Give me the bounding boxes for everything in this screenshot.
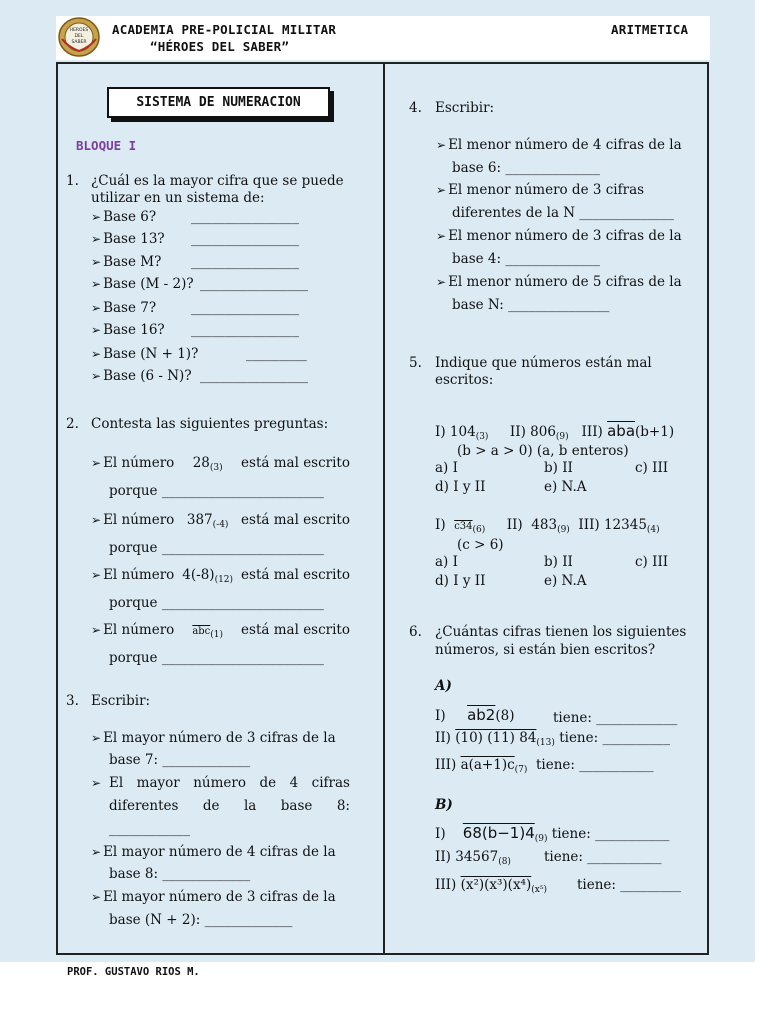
- q4-item-1: ➢ El menor número de 4 cifras de la: [436, 137, 682, 153]
- q3-item-4-text: El mayor número de 3 cifras de la: [103, 889, 336, 905]
- bullet-arrow-icon: ➢: [436, 183, 447, 197]
- answer-blank[interactable]: ______________: [505, 160, 600, 176]
- q5a-condition: (b > a > 0) (a, b enteros): [457, 443, 629, 459]
- q2-item: ➢ El número $\overline{abc}_{(1)}$ está mal escrito: [91, 621, 350, 644]
- bullet-arrow-icon: ➢: [91, 323, 102, 337]
- q5b-option-c[interactable]: c) III: [635, 554, 669, 570]
- answer-blank[interactable]: ___________: [579, 757, 654, 773]
- q1-item: [91, 299, 156, 317]
- bullet-arrow-icon: ➢: [91, 232, 102, 246]
- answer-blank[interactable]: ______________: [505, 251, 600, 267]
- q4-number: 4.: [409, 100, 422, 116]
- bullet-arrow-icon: ➢: [91, 776, 102, 790]
- q6b-item-3: III) $(x^2)(x^3)(x^4)_{(x^5)}$: [435, 877, 547, 895]
- q4-item-3-line2: base 4: ______________: [452, 251, 600, 267]
- q2-number-value: $387_{(-4)}$: [186, 512, 229, 530]
- answer-blank[interactable]: ____________: [109, 821, 190, 837]
- q4-item-4-line2: base N: _______________: [452, 297, 610, 313]
- q5-text-line2: escritos:: [435, 372, 494, 388]
- svg-text:DEL: DEL: [74, 34, 84, 39]
- q1-item-label: Base (6 - N)?: [103, 368, 192, 384]
- academy-logo: [58, 17, 100, 57]
- q2-number-value: $28_{(3)}$: [192, 455, 223, 473]
- q2-item: ➢ El número $387_{(-4)}$ está mal escrito: [91, 511, 350, 534]
- q1-item: [91, 230, 165, 248]
- q5b-option-a[interactable]: a) I: [435, 554, 458, 570]
- q1-item: [91, 367, 192, 385]
- q6b-item-2: II) $34567_{(8)}$: [435, 849, 511, 867]
- q2-number: 2.: [66, 416, 79, 432]
- q2-porque-line: porque ________________________: [109, 540, 324, 556]
- q3-item-3-line2: base 8: _____________: [109, 866, 251, 882]
- column-divider: [383, 64, 385, 953]
- bullet-arrow-icon: ➢: [91, 369, 102, 383]
- q3-item-2-text: El mayor número de 4 cifras: [109, 775, 350, 791]
- q1-item: [91, 208, 156, 226]
- q1-number: 1.: [66, 173, 79, 189]
- q3-item-1: [91, 729, 336, 747]
- q2-item: ➢ El número $28_{(3)}$ está mal escrito: [91, 454, 350, 477]
- bullet-arrow-icon: ➢: [91, 456, 102, 470]
- q5b-condition: (c > 6): [457, 537, 504, 553]
- q5a-option-b[interactable]: b) II: [544, 460, 573, 476]
- q4-item-1-line2: base 6: ______________: [452, 160, 600, 176]
- q3-number: 3.: [66, 693, 79, 709]
- svg-text:SABER: SABER: [71, 40, 87, 45]
- q3-item-2-line2: diferentes de la base 8:: [109, 798, 350, 814]
- answer-blank[interactable]: ___________: [587, 849, 662, 865]
- q5b-numbers: I) $c34_{(6)}$ II) $483_{(9)}$ III) $12345_{(4)}$: [435, 517, 660, 535]
- answer-blank[interactable]: ________________: [191, 322, 299, 338]
- q6b-item-3-answer: tiene: _________: [577, 877, 682, 893]
- q5-text-line1: Indique que números están mal: [435, 355, 652, 371]
- q5a-option-e[interactable]: e) N.A: [544, 479, 587, 495]
- answer-blank[interactable]: ________________: [200, 276, 308, 292]
- q1-item-label: Base 16?: [103, 322, 165, 338]
- q6-text-line2: números, si están bien escritos?: [435, 642, 656, 658]
- bullet-arrow-icon: ➢: [91, 623, 102, 637]
- q2-number-value: $4(-8)_{(12)}$: [182, 567, 234, 585]
- q5b-option-d[interactable]: d) I y II: [435, 573, 486, 589]
- q6b-item-2-answer: tiene: ___________: [544, 849, 662, 865]
- answer-blank[interactable]: _____________: [204, 912, 293, 928]
- q6a-item-1: I) ab2(8): [435, 706, 515, 724]
- q4-item-2-line2: diferentes de la N ______________: [452, 205, 674, 221]
- answer-blank[interactable]: ________________________: [161, 650, 324, 666]
- academy-subname: “HÉROES DEL SABER”: [150, 39, 290, 54]
- q6-number: 6.: [409, 624, 422, 640]
- bullet-arrow-icon: ➢: [91, 731, 102, 745]
- block-heading: BLOQUE I: [76, 138, 137, 153]
- q6a-item-3: III) $a(a+1)c_{(7)}$ tiene: ___________: [435, 757, 654, 775]
- q3-item-3: [91, 843, 336, 861]
- q2-porque-line: porque ________________________: [109, 595, 324, 611]
- q4-item-2: ➢ El menor número de 3 cifras: [436, 182, 645, 198]
- bullet-arrow-icon: ➢: [91, 347, 102, 361]
- answer-blank[interactable]: __________: [602, 730, 670, 746]
- answer-blank[interactable]: ________________: [191, 209, 299, 225]
- bullet-arrow-icon: ➢: [436, 229, 447, 243]
- answer-blank[interactable]: ________________: [191, 231, 299, 247]
- q1-item-label: Base M?: [103, 254, 162, 270]
- page-title: SISTEMA DE NUMERACION: [107, 87, 330, 118]
- answer-blank[interactable]: ________________________: [161, 595, 324, 611]
- q2-text: Contesta las siguientes preguntas:: [91, 416, 329, 432]
- q2-item: ➢ El número $4(-8)_{(12)}$ está mal escrito: [91, 566, 350, 589]
- bullet-arrow-icon: ➢: [91, 568, 102, 582]
- q2-porque-line: porque ________________________: [109, 483, 324, 499]
- answer-blank[interactable]: ________________: [191, 300, 299, 316]
- q1-item: [91, 275, 194, 293]
- q6a-item-1-answer: tiene: ____________: [553, 710, 678, 726]
- q5b-option-b[interactable]: b) II: [544, 554, 573, 570]
- academy-name: ACADEMIA PRE-POLICIAL MILITAR: [112, 22, 337, 37]
- answer-blank[interactable]: _________: [620, 877, 682, 893]
- q4-item-3: ➢ El menor número de 3 cifras de la: [436, 228, 682, 244]
- answer-blank[interactable]: ________________________: [161, 483, 324, 499]
- q3-item-2: [91, 774, 350, 792]
- answer-blank[interactable]: ______________: [579, 205, 674, 221]
- footer-author: PROF. GUSTAVO RIOS M.: [67, 966, 200, 978]
- q3-item-1-text: El mayor número de 3 cifras de la: [103, 730, 336, 746]
- q4-item-4: ➢ El menor número de 5 cifras de la: [436, 274, 682, 290]
- answer-blank[interactable]: ________________________: [161, 540, 324, 556]
- answer-blank[interactable]: ________________: [200, 368, 308, 384]
- q6b-item-1: I) $68(b-1)4_{(9)}$ tiene: ___________: [435, 824, 670, 844]
- bullet-arrow-icon: ➢: [91, 210, 102, 224]
- q5a-option-d[interactable]: d) I y II: [435, 479, 486, 495]
- bullet-arrow-icon: ➢: [436, 275, 447, 289]
- q1-item-label: Base 6?: [103, 209, 157, 225]
- q5b-option-e[interactable]: e) N.A: [544, 573, 587, 589]
- q5a-option-c[interactable]: c) III: [635, 460, 669, 476]
- q1-item: [91, 253, 161, 271]
- q1-item: [91, 321, 165, 339]
- bullet-arrow-icon: ➢: [91, 513, 102, 527]
- q5-number: 5.: [409, 355, 422, 371]
- subject-name: ARITMETICA: [611, 22, 689, 37]
- q6-text-line1: ¿Cuántas cifras tienen los siguientes: [435, 624, 687, 640]
- q1-item-label: Base (N + 1)?: [103, 346, 199, 362]
- answer-blank[interactable]: _________: [246, 346, 307, 362]
- q1-text-line1: ¿Cuál es la mayor cifra que se puede: [91, 173, 344, 189]
- q1-item: [91, 345, 198, 363]
- q1-item-label: Base (M - 2)?: [103, 276, 194, 292]
- q3-item-4-line2: base (N + 2): _____________: [109, 912, 293, 928]
- answer-blank[interactable]: _______________: [508, 297, 610, 313]
- svg-text:HEROES: HEROES: [69, 28, 89, 33]
- bullet-arrow-icon: ➢: [91, 255, 102, 269]
- q1-item-label: Base 7?: [103, 300, 157, 316]
- q5a-option-a[interactable]: a) I: [435, 460, 458, 476]
- q6-part-a-label: A): [435, 678, 452, 694]
- answer-blank[interactable]: _____________: [162, 752, 251, 768]
- q5a-numbers: I) $104_{(3)}$ II) $806_{(9)}$ III) $\overline{aba}(b+1)$: [435, 422, 675, 442]
- q3-text: Escribir:: [91, 693, 151, 709]
- q2-porque-line: porque ________________________: [109, 650, 324, 666]
- q6-part-b-label: B): [435, 797, 453, 813]
- q1-text-line2: utilizar en un sistema de:: [91, 190, 265, 206]
- bullet-arrow-icon: ➢: [91, 890, 102, 904]
- q6a-item-2: II) (10) (11) $84_{(13)}$ tiene: __________: [435, 730, 670, 748]
- bullet-arrow-icon: ➢: [436, 138, 447, 152]
- bullet-arrow-icon: ➢: [91, 277, 102, 291]
- answer-blank[interactable]: ________________: [191, 254, 299, 270]
- q3-item-4: [91, 888, 336, 906]
- q1-item-label: Base 13?: [103, 231, 165, 247]
- answer-blank[interactable]: ___________: [595, 826, 670, 842]
- q2-number-value: $\overline{abc}_{(1)}$: [192, 626, 224, 640]
- bullet-arrow-icon: ➢: [91, 301, 102, 315]
- answer-blank[interactable]: ____________: [596, 710, 678, 726]
- q4-text: Escribir:: [435, 100, 495, 116]
- answer-blank[interactable]: _____________: [162, 866, 251, 882]
- q3-item-1-line2: base 7: _____________: [109, 752, 251, 768]
- q3-item-3-text: El mayor número de 4 cifras de la: [103, 844, 336, 860]
- bullet-arrow-icon: ➢: [91, 845, 102, 859]
